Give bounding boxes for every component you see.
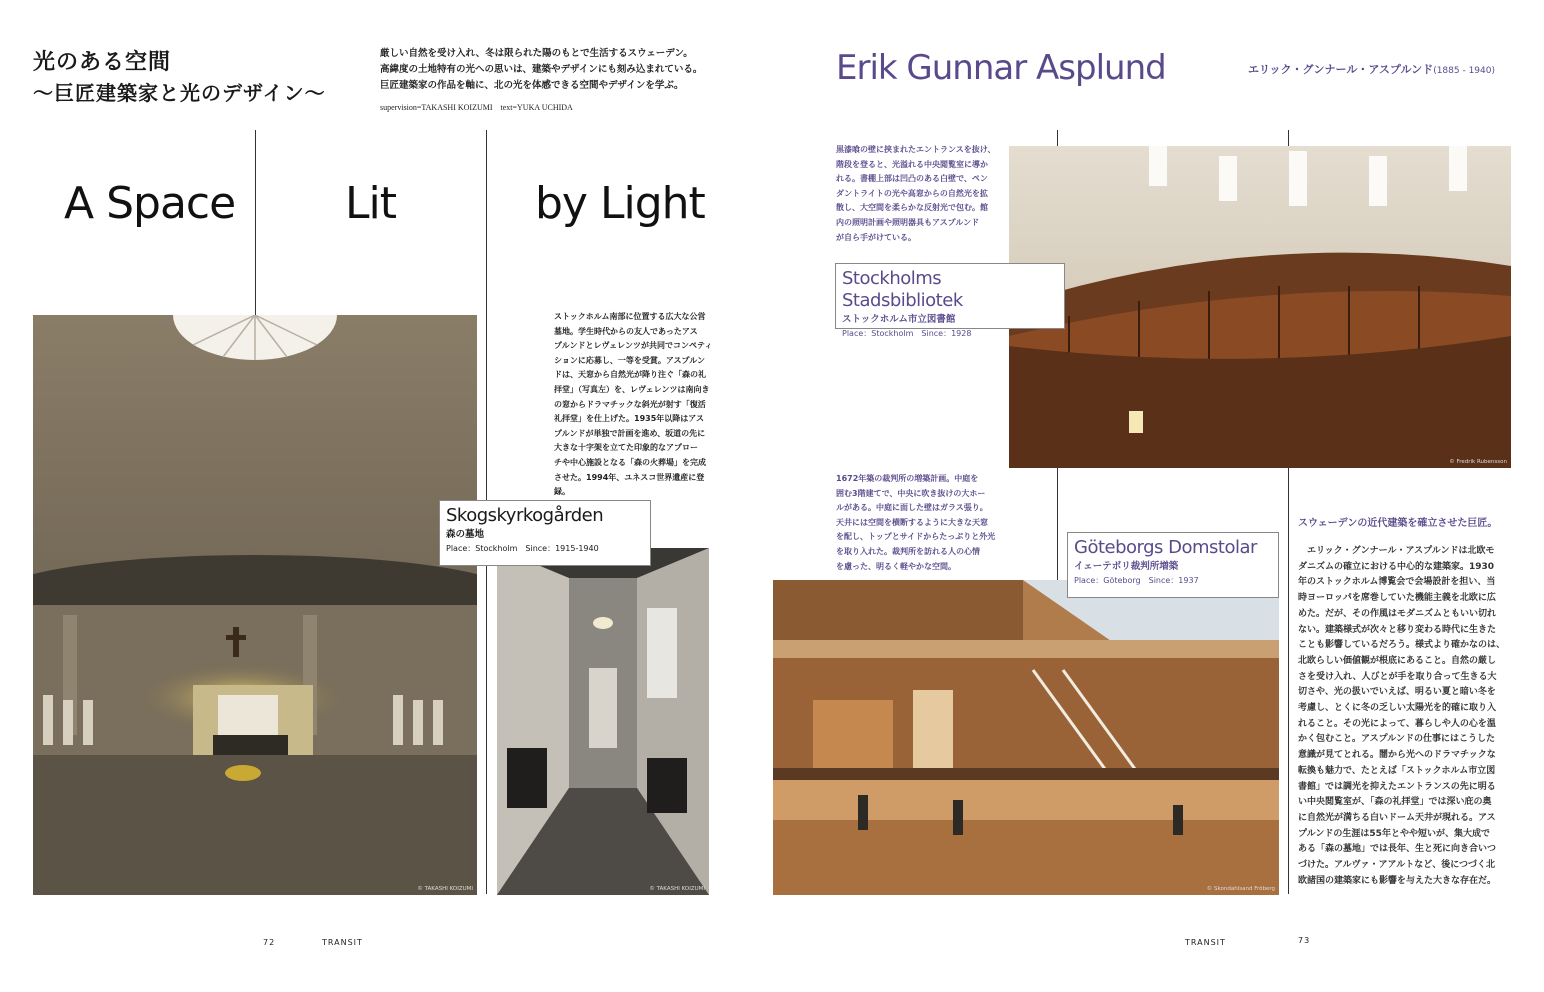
headline-word-3: by Light bbox=[535, 178, 705, 229]
magazine-name: TRANSIT bbox=[1185, 938, 1226, 947]
article-body: エリック・グンナール・アスプルンドは北欧モ ダニズムの確立における中心的な建築家。1930 年のストックホルム博覧会で会場設計を担い、当 時ヨーロッパを席巻していた機能主義を北欧に広 めた。だが、その作風はモダニズムともいい切れ ない。建築様式が次々と移り変わる時代に生きた ことも影響しているだろう。様式より確かなのは、 北欧らしい価値観が根底にあること。自然の厳し さを受け入れ、人びとが手を取り合って生きる大 切さや、光の扱いでいえば、明るい夏と暗い冬を 考慮し、とくに冬の乏しい太陽光を的確に取り入 れること。その光によって、暮らしや人の心を温 かく包むこと。アスプルンドの仕事にはこうした 意識が見てとれる。闇から光へのドラマチックな 転換も魅力で、たとえば「ストックホルム市立図 書館」では調光を抑えたエントランスの先に明る い中央閲覧室が、「森の礼拝堂」では深い庇の奥 に自然光が満ちる白いドーム天井が現れる。アス プルンドの生涯は55年とやや短いが、集大成で ある「森の墓地」では長年、生と死に向き合いつ づけた。アルヴァ・アアルトなど、後につづく北 欧諸国の建築家にも影響を与えた大きな存在だ。 bbox=[1298, 546, 1506, 886]
place-meta: Place：Göteborg Since：1937 bbox=[1074, 576, 1199, 585]
cemetery-description: ストックホルム南部に位置する広大な公営 墓地。学生時代からの友人であったアス プルンドとレヴェレンツが共同でコンペティ ションに応募し、一等を受賞。アスプルン ドは、天窓から自然光が降り注ぐ「森の礼 拝堂」（写真左）を、レヴェレンツは南向き の窓からドラマチックな斜光が射す「復活 礼拝堂」を仕上げた。1935年以降はアス プルンドが単独で計画を進め、坂道の先に 大きな十字架を立てた印象的なアプロー チや中心施設となる「森の火葬場」を完成 させた。1994年、ユネスコ世界遺産に登録。 bbox=[554, 312, 713, 497]
divider bbox=[255, 130, 256, 315]
magazine-name: TRANSIT bbox=[322, 938, 363, 947]
divider bbox=[1288, 468, 1289, 894]
photo-credit: © TAKASHI KOIZUMI bbox=[649, 886, 705, 892]
page-subtitle: 〜巨匠建築家と光のデザイン〜 bbox=[33, 81, 326, 105]
place-name-jp: 森の墓地 bbox=[446, 529, 485, 540]
place-label-library bbox=[835, 263, 1065, 338]
divider bbox=[1057, 468, 1058, 580]
chapel-photo bbox=[33, 315, 477, 895]
page-number: 72 bbox=[263, 938, 276, 947]
court-description: 1672年築の裁判所の増築計画。中庭を 囲む3階建てで、中央に吹き抜けの大ホー ルがある。中庭に面した壁はガラス張り。 天井には空間を横断するように大きな天窓 を配し、トップとサイドからたっぷりと外光 を取り入れた。裁判所を訪れる人の心情 を慮った、明るく軽やかな空間。 bbox=[836, 474, 996, 571]
headline-word-2: Lit bbox=[345, 178, 396, 229]
place-meta: Place：Stockholm Since：1928 bbox=[842, 329, 972, 338]
place-meta: Place：Stockholm Since：1915-1940 bbox=[446, 544, 599, 553]
photo-credit: © Fredrik Rubensson bbox=[1449, 459, 1507, 465]
corridor-photo bbox=[497, 548, 709, 895]
page-title: 光のある空間 bbox=[33, 50, 172, 75]
place-name-jp: イェーテボリ裁判所増築 bbox=[1074, 561, 1179, 572]
photo-credit: © TAKASHI KOIZUMI bbox=[417, 886, 473, 892]
photo-credit: © Skondahlsand Fröberg bbox=[1206, 886, 1275, 892]
architect-name: Erik Gunnar Asplund bbox=[836, 48, 1166, 88]
library-photo bbox=[1009, 146, 1511, 468]
place-name: Göteborgs Domstolar bbox=[1074, 537, 1257, 558]
credit-line: supervision=TAKASHI KOIZUMI text=YUKA UCHIDA bbox=[380, 103, 573, 112]
divider bbox=[1288, 130, 1289, 146]
architect-name-jp: エリック・グンナール・アスプルンド(1885 - 1940) bbox=[1248, 63, 1495, 76]
place-name: Skogskyrkogården bbox=[446, 505, 604, 526]
place-label-cemetery bbox=[439, 500, 651, 566]
headline-word-1: A Space bbox=[64, 178, 236, 229]
page-number: 73 bbox=[1298, 936, 1311, 945]
library-description: 黒漆喰の壁に挟まれたエントランスを抜け、 階段を登ると、光溢れる中央閲覧室に導か れる。書棚上部は凹凸のある白壁で、ペン ダントライトの光や高窓からの自然光を拡 散し、大空間を柔らかな反射光で包む。館 内の照明計画や照明器具もアスプルンド が自ら手がけている。 bbox=[836, 145, 996, 242]
courthouse-photo bbox=[773, 580, 1279, 895]
place-name: Stockholms Stadsbibliotek bbox=[842, 268, 963, 311]
intro-text: 厳しい自然を受け入れ、冬は限られた陽のもとで生活するスウェーデン。 高緯度の土地特有の光への思いは、建築やデザインにも刻み込まれている。 巨匠建築家の作品を軸に、北の光を体感できる空間やデザインを学ぶ。 bbox=[380, 48, 703, 91]
place-label-court bbox=[1067, 532, 1279, 598]
article-heading: スウェーデンの近代建築を確立させた巨匠。 bbox=[1298, 518, 1498, 529]
place-name-jp: ストックホルム市立図書館 bbox=[842, 314, 956, 325]
divider bbox=[1057, 130, 1058, 146]
